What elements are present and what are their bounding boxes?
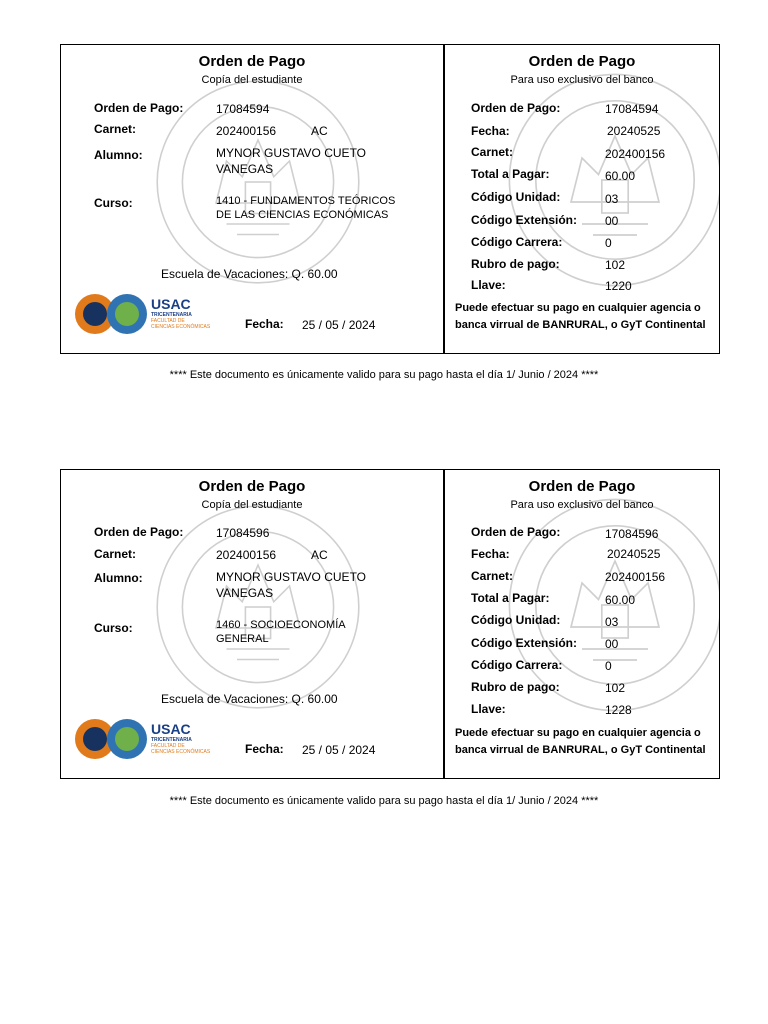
fecha-value: 20240525 [607, 124, 661, 138]
payment-order-slip [60, 44, 720, 354]
payment-order-slip [60, 469, 720, 779]
slip-subtitle: Copía del estudiante [201, 499, 303, 511]
slip-heading: Orden de Pago [528, 53, 636, 70]
curso-value-line2: GENERAL [216, 633, 269, 645]
fecha-label: Fecha: [471, 124, 510, 138]
carnet-value: 202400156 [216, 548, 277, 562]
logo-tricentenaria: TRICENTENARIA [151, 312, 192, 318]
carnet-value: 202400156 [216, 124, 277, 138]
alumno-value-line1: MYNOR GUSTAVO CUETO [216, 570, 367, 584]
alumno-value-line1: MYNOR GUSTAVO CUETO [216, 146, 367, 160]
validity-footer: **** Este documento es únicamente valido para su pago hasta el día 1/ Junio / 2024 **** [169, 795, 599, 807]
orden-value: 17084596 [216, 526, 270, 540]
rubro-value: 102 [605, 681, 626, 695]
carnet-value: 202400156 [605, 147, 666, 161]
validity-footer: **** Este documento es únicamente valido para su pago hasta el día 1/ Junio / 2024 **** [169, 369, 599, 381]
curso-value-line1: 1410 - FUNDAMENTOS TEÓRICOS [216, 195, 396, 207]
fecha-label: Fecha: [245, 742, 284, 756]
rubro-value: 102 [605, 258, 626, 272]
logo-facultad: FACULTAD DE CIENCIAS ECONÓMICAS [151, 743, 211, 755]
escuela-vacaciones: Escuela de Vacaciones: Q. 60.00 [161, 267, 338, 281]
codigo-unidad-label: Código Unidad: [471, 613, 561, 627]
carnet-suffix: AC [311, 124, 328, 138]
usac-logo [73, 290, 215, 338]
llave-label: Llave: [471, 278, 506, 292]
logo-usac-text: USAC [151, 296, 191, 312]
student-copy [61, 45, 443, 353]
slip-heading: Orden de Pago [528, 478, 636, 495]
slip-heading: Orden de Pago [198, 478, 306, 495]
curso-label: Curso: [94, 621, 133, 635]
carnet-label: Carnet: [471, 145, 514, 159]
codigo-carrera-label: Código Carrera: [471, 658, 563, 672]
orden-value: 17084594 [216, 102, 270, 116]
codigo-carrera-label: Código Carrera: [471, 235, 563, 249]
fecha-value: 25 / 05 / 2024 [302, 318, 376, 332]
curso-value-line2: DE LAS CIENCIAS ECONÓMICAS [216, 209, 389, 221]
escuela-vacaciones: Escuela de Vacaciones: Q. 60.00 [161, 692, 338, 706]
slip-subtitle: Copía del estudiante [201, 74, 303, 86]
codigo-extension-label: Código Extensión: [471, 636, 577, 650]
logo-facultad: FACULTAD DE CIENCIAS ECONÓMICAS [151, 318, 211, 330]
orden-value: 17084596 [605, 527, 659, 541]
alumno-label: Alumno: [94, 571, 143, 585]
total-value: 60.00 [605, 169, 636, 183]
slip-subtitle: Para uso exclusivo del banco [510, 499, 654, 511]
carnet-label: Carnet: [471, 569, 514, 583]
alumno-value-line2: VANEGAS [216, 162, 274, 176]
bank-copy [445, 45, 719, 353]
total-value: 60.00 [605, 593, 636, 607]
codigo-extension-label: Código Extensión: [471, 213, 577, 227]
fecha-value: 20240525 [607, 547, 661, 561]
codigo-carrera-value: 0 [605, 659, 612, 673]
orden-label: Orden de Pago: [471, 525, 561, 539]
codigo-extension-value: 00 [605, 214, 619, 228]
alumno-value-line2: VANEGAS [216, 586, 274, 600]
carnet-label: Carnet: [94, 547, 137, 561]
codigo-unidad-label: Código Unidad: [471, 190, 561, 204]
logo-tricentenaria: TRICENTENARIA [151, 737, 192, 743]
rubro-label: Rubro de pago: [471, 257, 560, 271]
fecha-label: Fecha: [245, 317, 284, 331]
carnet-suffix: AC [311, 548, 328, 562]
orden-label: Orden de Pago: [94, 101, 184, 115]
carnet-value: 202400156 [605, 570, 666, 584]
alumno-label: Alumno: [94, 148, 143, 162]
codigo-extension-value: 00 [605, 637, 619, 651]
llave-label: Llave: [471, 702, 506, 716]
curso-label: Curso: [94, 196, 133, 210]
curso-value-line1: 1460 - SOCIOECONOMÍA [216, 619, 346, 631]
orden-value: 17084594 [605, 102, 659, 116]
slip-heading: Orden de Pago [198, 53, 306, 70]
total-label: Total a Pagar: [471, 591, 550, 605]
llave-value: 1228 [605, 703, 632, 717]
orden-label: Orden de Pago: [94, 525, 184, 539]
usac-logo [73, 715, 215, 763]
llave-value: 1220 [605, 279, 632, 293]
fecha-value: 25 / 05 / 2024 [302, 743, 376, 757]
logo-usac-text: USAC [151, 721, 191, 737]
codigo-unidad-value: 03 [605, 615, 619, 629]
orden-label: Orden de Pago: [471, 101, 561, 115]
bank-copy [445, 470, 719, 778]
slip-subtitle: Para uso exclusivo del banco [510, 74, 654, 86]
student-copy [61, 470, 443, 778]
carnet-label: Carnet: [94, 122, 137, 136]
fecha-label: Fecha: [471, 547, 510, 561]
codigo-unidad-value: 03 [605, 192, 619, 206]
bank-note: Puede efectuar su pago en cualquier agencia o banca virrual de BANRURAL, o GyT Continental [455, 727, 706, 756]
codigo-carrera-value: 0 [605, 236, 612, 250]
rubro-label: Rubro de pago: [471, 680, 560, 694]
total-label: Total a Pagar: [471, 167, 550, 181]
bank-note: Puede efectuar su pago en cualquier agencia o banca virrual de BANRURAL, o GyT Continental [455, 302, 706, 331]
